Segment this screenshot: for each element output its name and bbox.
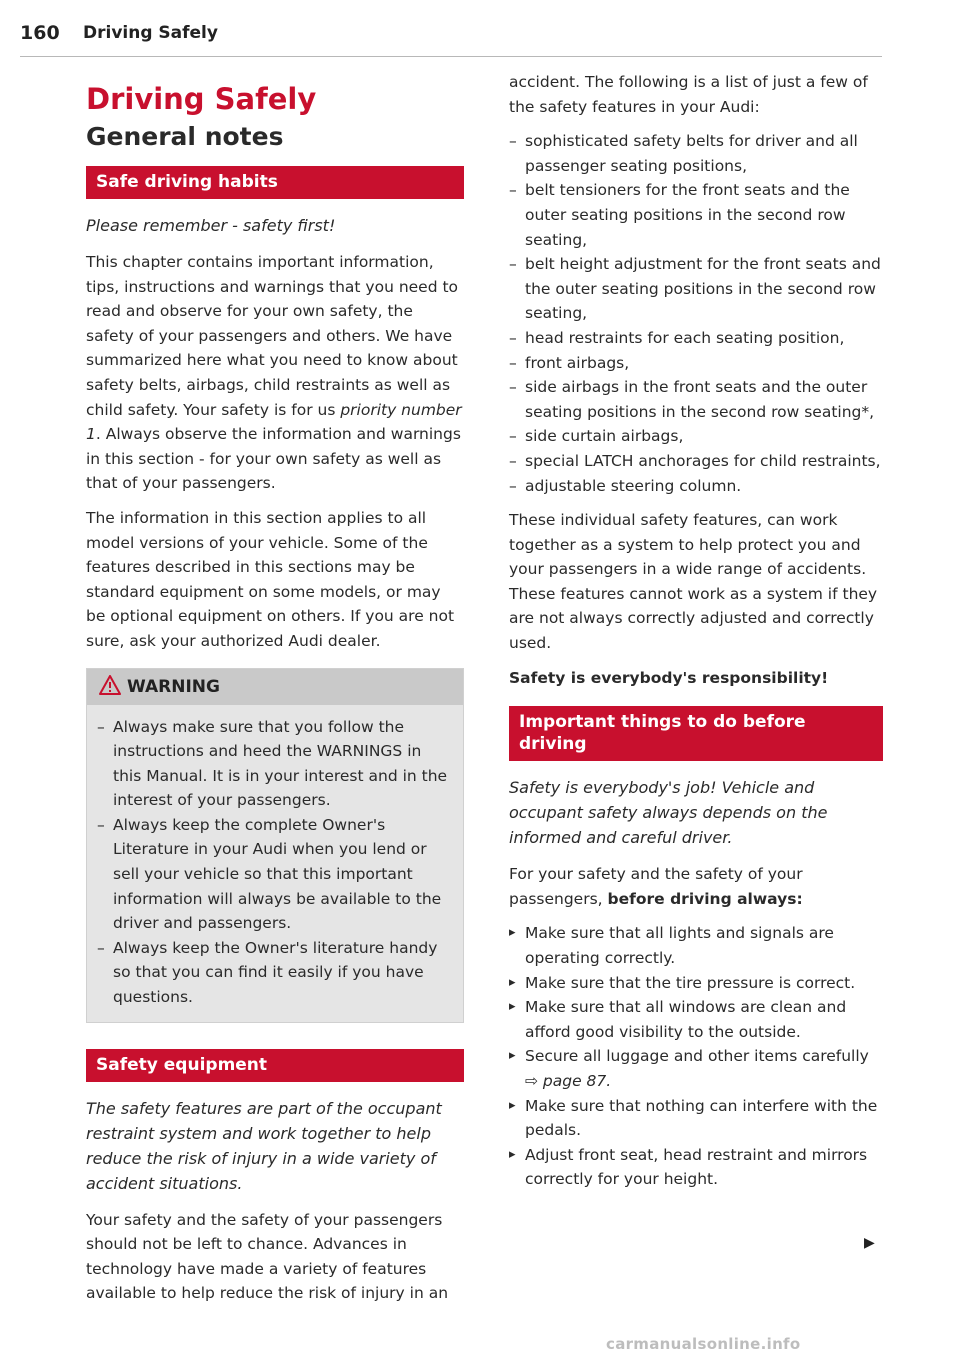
step-item: ▸ Secure all luggage and other items carefully ⇨ page 87. [525,1044,883,1093]
safety-features-list [509,129,883,498]
feature-item: – head restraints for each seating position, [525,326,883,351]
feature-item: – belt height adjustment for the front seats and the outer seating positions in the second row seating, [525,252,883,326]
before-driving-heading: Important things to do before driving [509,706,883,761]
equipment-intro: The safety features are part of the occupant restraint system and work together to help reduce the risk of injury in a wide variety of accident situations. [86,1098,442,1193]
feature-item: – sophisticated safety belts for driver and all passenger seating positions, [525,129,883,178]
feature-item: – belt tensioners for the front seats and the outer seating positions in the second row seating, [525,178,883,252]
responsibility-line: Safety is everybody's responsibility! [509,668,829,687]
step-item: ▸ Adjust front seat, head restraint and mirrors correctly for your height. [525,1143,883,1192]
step-item: ▸ Make sure that the tire pressure is correct. [525,971,883,996]
right-column [509,70,883,1192]
habits-intro: Please remember - safety first! [86,216,336,235]
warning-list [87,715,463,1010]
warning-triangle-icon [99,675,121,699]
system-paragraph: These individual safety features, can work together as a system to help protect you and your passengers in a wide range of accidents. These features cannot work as a system if they are not always correctly adjusted and correctly used. [509,511,878,653]
warning-item: – Always make sure that you follow the instructions and heed the WARNINGS in this Manual. It is in your interest and in the interest of your passengers. [113,715,451,813]
page-header [20,22,882,57]
left-column [86,70,464,1316]
warning-item: – Always keep the complete Owner's Literature in your Audi when you lend or sell your vehicle so that this important information will always be available to the driver and passengers. [113,813,451,936]
step-item: ▸ Make sure that all lights and signals are operating correctly. [525,921,883,970]
before-driving-intro: Safety is everybody's job! Vehicle and occupant safety always depends on the informed and careful driver. [509,778,828,848]
habits-paragraph-2: The information in this section applies to all model versions of your vehicle. Some of the features described in this sections may be standard equipment on some models, or may be optional equipment on others. If you are not sure, ask your authorized Audi dealer. [86,508,455,650]
page-number: 160 [20,22,60,44]
step-item: ▸ Make sure that nothing can interfere with the pedals. [525,1094,883,1143]
chapter-title: Driving Safely [86,82,317,116]
equipment-paragraph: Your safety and the safety of your passengers should not be left to chance. Advances in technology have made a variety of features available to help reduce the risk of injury in an [86,1210,449,1303]
warning-label: WARNING [127,676,220,697]
feature-item: – side airbags in the front seats and the outer seating positions in the second row seating*, [525,375,883,424]
warning-box [86,668,464,1023]
step-item: ▸ Make sure that all windows are clean and afford good visibility to the outside. [525,995,883,1044]
priority-emphasis: priority number 1 [86,400,462,444]
feature-item: – special LATCH anchorages for child restraints, [525,449,883,474]
feature-item: – adjustable steering column. [525,474,883,499]
section-title: General notes [86,122,284,151]
features-lead: accident. The following is a list of just a few of the safety features in your Audi: [509,73,868,116]
continue-arrow-icon: ▶ [864,1235,875,1251]
safe-driving-habits-heading: Safe driving habits [86,166,464,199]
before-driving-emphasis: before driving always: [607,889,803,908]
footer-watermark: carmanualsonline.info [606,1335,801,1353]
feature-item: – front airbags, [525,351,883,376]
habits-paragraph-1: This chapter contains important information, tips, instructions and warnings that you need to read and observe for your own safety, the safety of your passengers and others. We have summarized here what you need to know about safety belts, airbags, child restraints as well as child safety. Your safety is for us priority number 1. Always observe the information and warnings in this section - for your own safety as well as that of your passengers. [86,253,462,493]
running-title: Driving Safely [83,23,218,43]
page-87-link[interactable]: ⇨ page 87. [525,1072,612,1090]
feature-item: – side curtain airbags, [525,424,883,449]
before-driving-steps [509,921,883,1192]
before-driving-lead: For your safety and the safety of your passengers, before driving always: [509,865,803,908]
warning-header [87,669,463,705]
warning-item: – Always keep the Owner's literature handy so that you can find it easily if you have questions. [113,936,451,1010]
safety-equipment-heading: Safety equipment [86,1049,464,1082]
